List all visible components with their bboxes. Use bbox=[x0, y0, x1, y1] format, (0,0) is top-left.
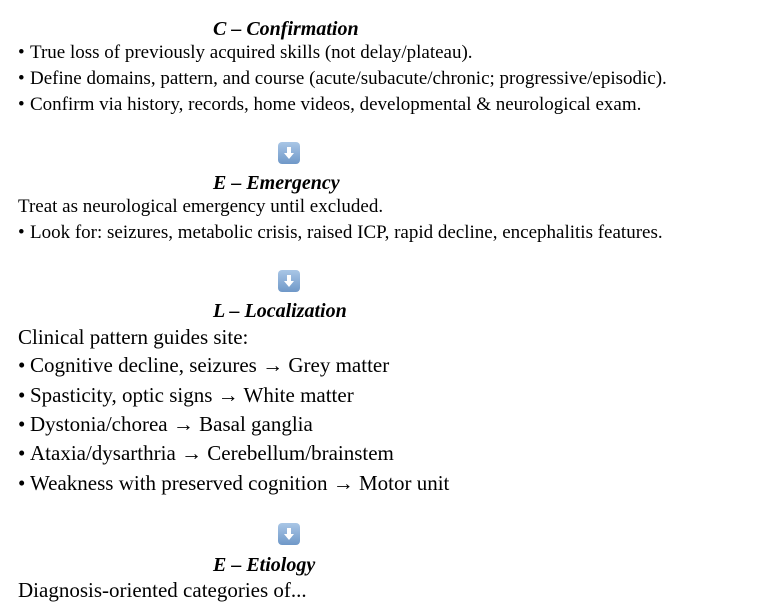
bullet-mark: • bbox=[18, 42, 25, 63]
etiology-intro: Diagnosis-oriented categories of... bbox=[18, 578, 307, 602]
bullet-mark: • bbox=[18, 353, 26, 377]
confirmation-bullet-3-text: Confirm via history, records, home videos, developmental & neurological exam. bbox=[30, 94, 642, 115]
localization-bullet-4 bbox=[18, 440, 394, 466]
localization-bullet-4-text: Ataxia/dysarthria → Cerebellum/brainstem bbox=[30, 441, 394, 465]
heading-confirmation: C – Confirmation bbox=[213, 18, 359, 40]
confirmation-bullet-2-text: Define domains, pattern, and course (acute/subacute/chronic; progressive/episodic). bbox=[30, 68, 667, 89]
localization-bullet-2 bbox=[18, 382, 354, 408]
localization-bullet-5-text: Weakness with preserved cognition → Motor unit bbox=[30, 471, 450, 495]
localization-bullet-1 bbox=[18, 352, 389, 378]
emergency-intro: Treat as neurological emergency until excluded. bbox=[18, 196, 384, 217]
bullet-mark: • bbox=[18, 94, 25, 115]
down-arrow-icon bbox=[278, 270, 300, 292]
bullet-mark: • bbox=[18, 383, 26, 407]
localization-bullet-3 bbox=[18, 411, 313, 437]
bullet-mark: • bbox=[18, 222, 25, 243]
bullet-mark: • bbox=[18, 412, 26, 436]
localization-bullet-1-text: Cognitive decline, seizures → Grey matter bbox=[30, 353, 390, 377]
emergency-bullet-1 bbox=[18, 221, 663, 245]
down-arrow-icon bbox=[278, 142, 300, 164]
confirmation-bullet-1 bbox=[18, 41, 473, 65]
localization-bullet-5 bbox=[18, 470, 449, 496]
localization-bullet-2-text: Spasticity, optic signs → White matter bbox=[30, 383, 354, 407]
down-arrow-icon bbox=[278, 523, 300, 545]
bullet-mark: • bbox=[18, 471, 26, 495]
heading-localization: L – Localization bbox=[213, 300, 347, 322]
localization-bullet-3-text: Dystonia/chorea → Basal ganglia bbox=[30, 412, 313, 436]
heading-etiology: E – Etiology bbox=[213, 554, 316, 576]
bullet-mark: • bbox=[18, 441, 26, 465]
confirmation-bullet-3 bbox=[18, 93, 641, 117]
bullet-mark: • bbox=[18, 68, 25, 89]
emergency-bullet-1-text: Look for: seizures, metabolic crisis, raised ICP, rapid decline, encephalitis features. bbox=[30, 222, 663, 243]
heading-emergency: E – Emergency bbox=[213, 172, 340, 194]
confirmation-bullet-1-text: True loss of previously acquired skills (not delay/plateau). bbox=[30, 42, 473, 63]
localization-intro: Clinical pattern guides site: bbox=[18, 325, 249, 349]
confirmation-bullet-2 bbox=[18, 67, 667, 91]
